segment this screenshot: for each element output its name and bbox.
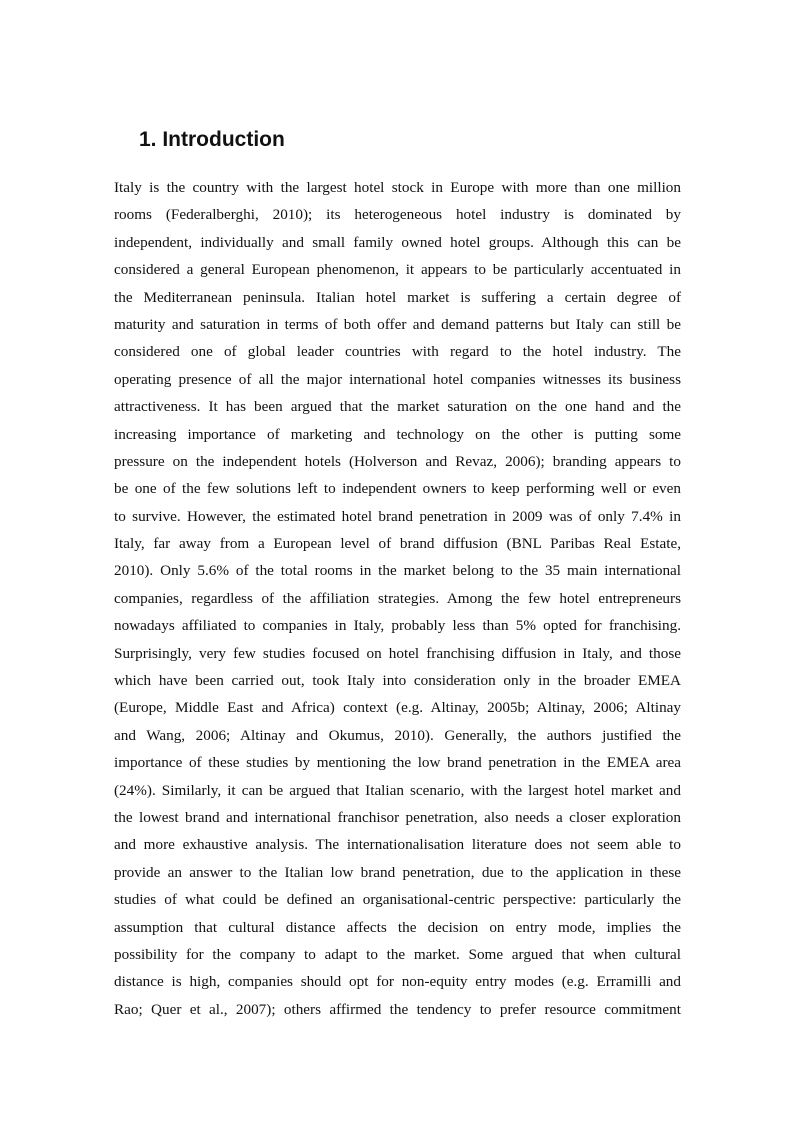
section-heading: 1. Introduction [139, 128, 285, 151]
body-paragraph [114, 174, 681, 1023]
paragraph-line: (24%). Similarly, it can be argued that Italian scenario, with the largest hotel market and [114, 781, 681, 799]
paragraph-line: and more exhaustive analysis. The internationalisation literature does not seem able to [114, 836, 681, 854]
paragraph-line: 2010). Only 5.6% of the total rooms in the market belong to the 35 main international [114, 562, 681, 580]
paragraph-line: maturity and saturation in terms of both offer and demand patterns but Italy can still be [114, 315, 681, 333]
paragraph-line: which have been carried out, took Italy into consideration only in the broader EMEA [114, 672, 681, 690]
paragraph-line: possibility for the company to adapt to the market. Some argued that when cultural [114, 945, 681, 963]
paragraph-line: Italy is the country with the largest hotel stock in Europe with more than one million [114, 179, 681, 196]
paragraph-line: provide an answer to the Italian low brand penetration, due to the application in these [114, 863, 681, 881]
paragraph-line: nowadays affiliated to companies in Italy, probably less than 5% opted for franchising. [114, 617, 681, 635]
paragraph-line: pressure on the independent hotels (Holverson and Revaz, 2006); branding appears to [114, 452, 681, 470]
paragraph-line: Surprisingly, very few studies focused on hotel franchising diffusion in Italy, and those [114, 644, 681, 662]
paragraph-line: distance is high, companies should opt for non-equity entry modes (e.g. Erramilli and [114, 973, 681, 991]
paragraph-line: and Wang, 2006; Altinay and Okumus, 2010). Generally, the authors justified the [114, 726, 681, 744]
paragraph-line: companies, regardless of the affiliation strategies. Among the few hotel entrepreneurs [114, 589, 681, 607]
paragraph-line: attractiveness. It has been argued that the market saturation on the one hand and the [114, 398, 681, 416]
paragraph-line: studies of what could be defined an organisational-centric perspective: particularly the [114, 891, 681, 909]
paragraph-line: independent, individually and small family owned hotel groups. Although this can be [114, 233, 681, 251]
paragraph-line: be one of the few solutions left to independent owners to keep performing well or even [114, 480, 681, 498]
paragraph-line: Rao; Quer et al., 2007); others affirmed the tendency to prefer resource commitment [114, 1000, 681, 1018]
paragraph-line: operating presence of all the major international hotel companies witnesses its business [114, 370, 681, 388]
paragraph-line: to survive. However, the estimated hotel brand penetration in 2009 was of only 7.4% in [114, 507, 681, 525]
paragraph-line: importance of these studies by mentioning the low brand penetration in the EMEA area [114, 754, 681, 772]
paragraph-line: Italy, far away from a European level of brand diffusion (BNL Paribas Real Estate, [114, 535, 681, 553]
paragraph-line: assumption that cultural distance affects the decision on entry mode, implies the [114, 918, 681, 936]
paragraph-line: increasing importance of marketing and technology on the other is putting some [114, 425, 681, 443]
paragraph-line: considered a general European phenomenon, it appears to be particularly accentuated in [114, 261, 681, 279]
paragraph-line: the Mediterranean peninsula. Italian hotel market is suffering a certain degree of [114, 288, 681, 306]
paragraph-line: the lowest brand and international franchisor penetration, also needs a closer exploration [114, 808, 681, 826]
paragraph-line: (Europe, Middle East and Africa) context (e.g. Altinay, 2005b; Altinay, 2006; Altinay [114, 699, 681, 717]
paragraph-line: rooms (Federalberghi, 2010); its heterogeneous hotel industry is dominated by [114, 206, 681, 224]
paragraph-line: considered one of global leader countries with regard to the hotel industry. The [114, 343, 681, 361]
